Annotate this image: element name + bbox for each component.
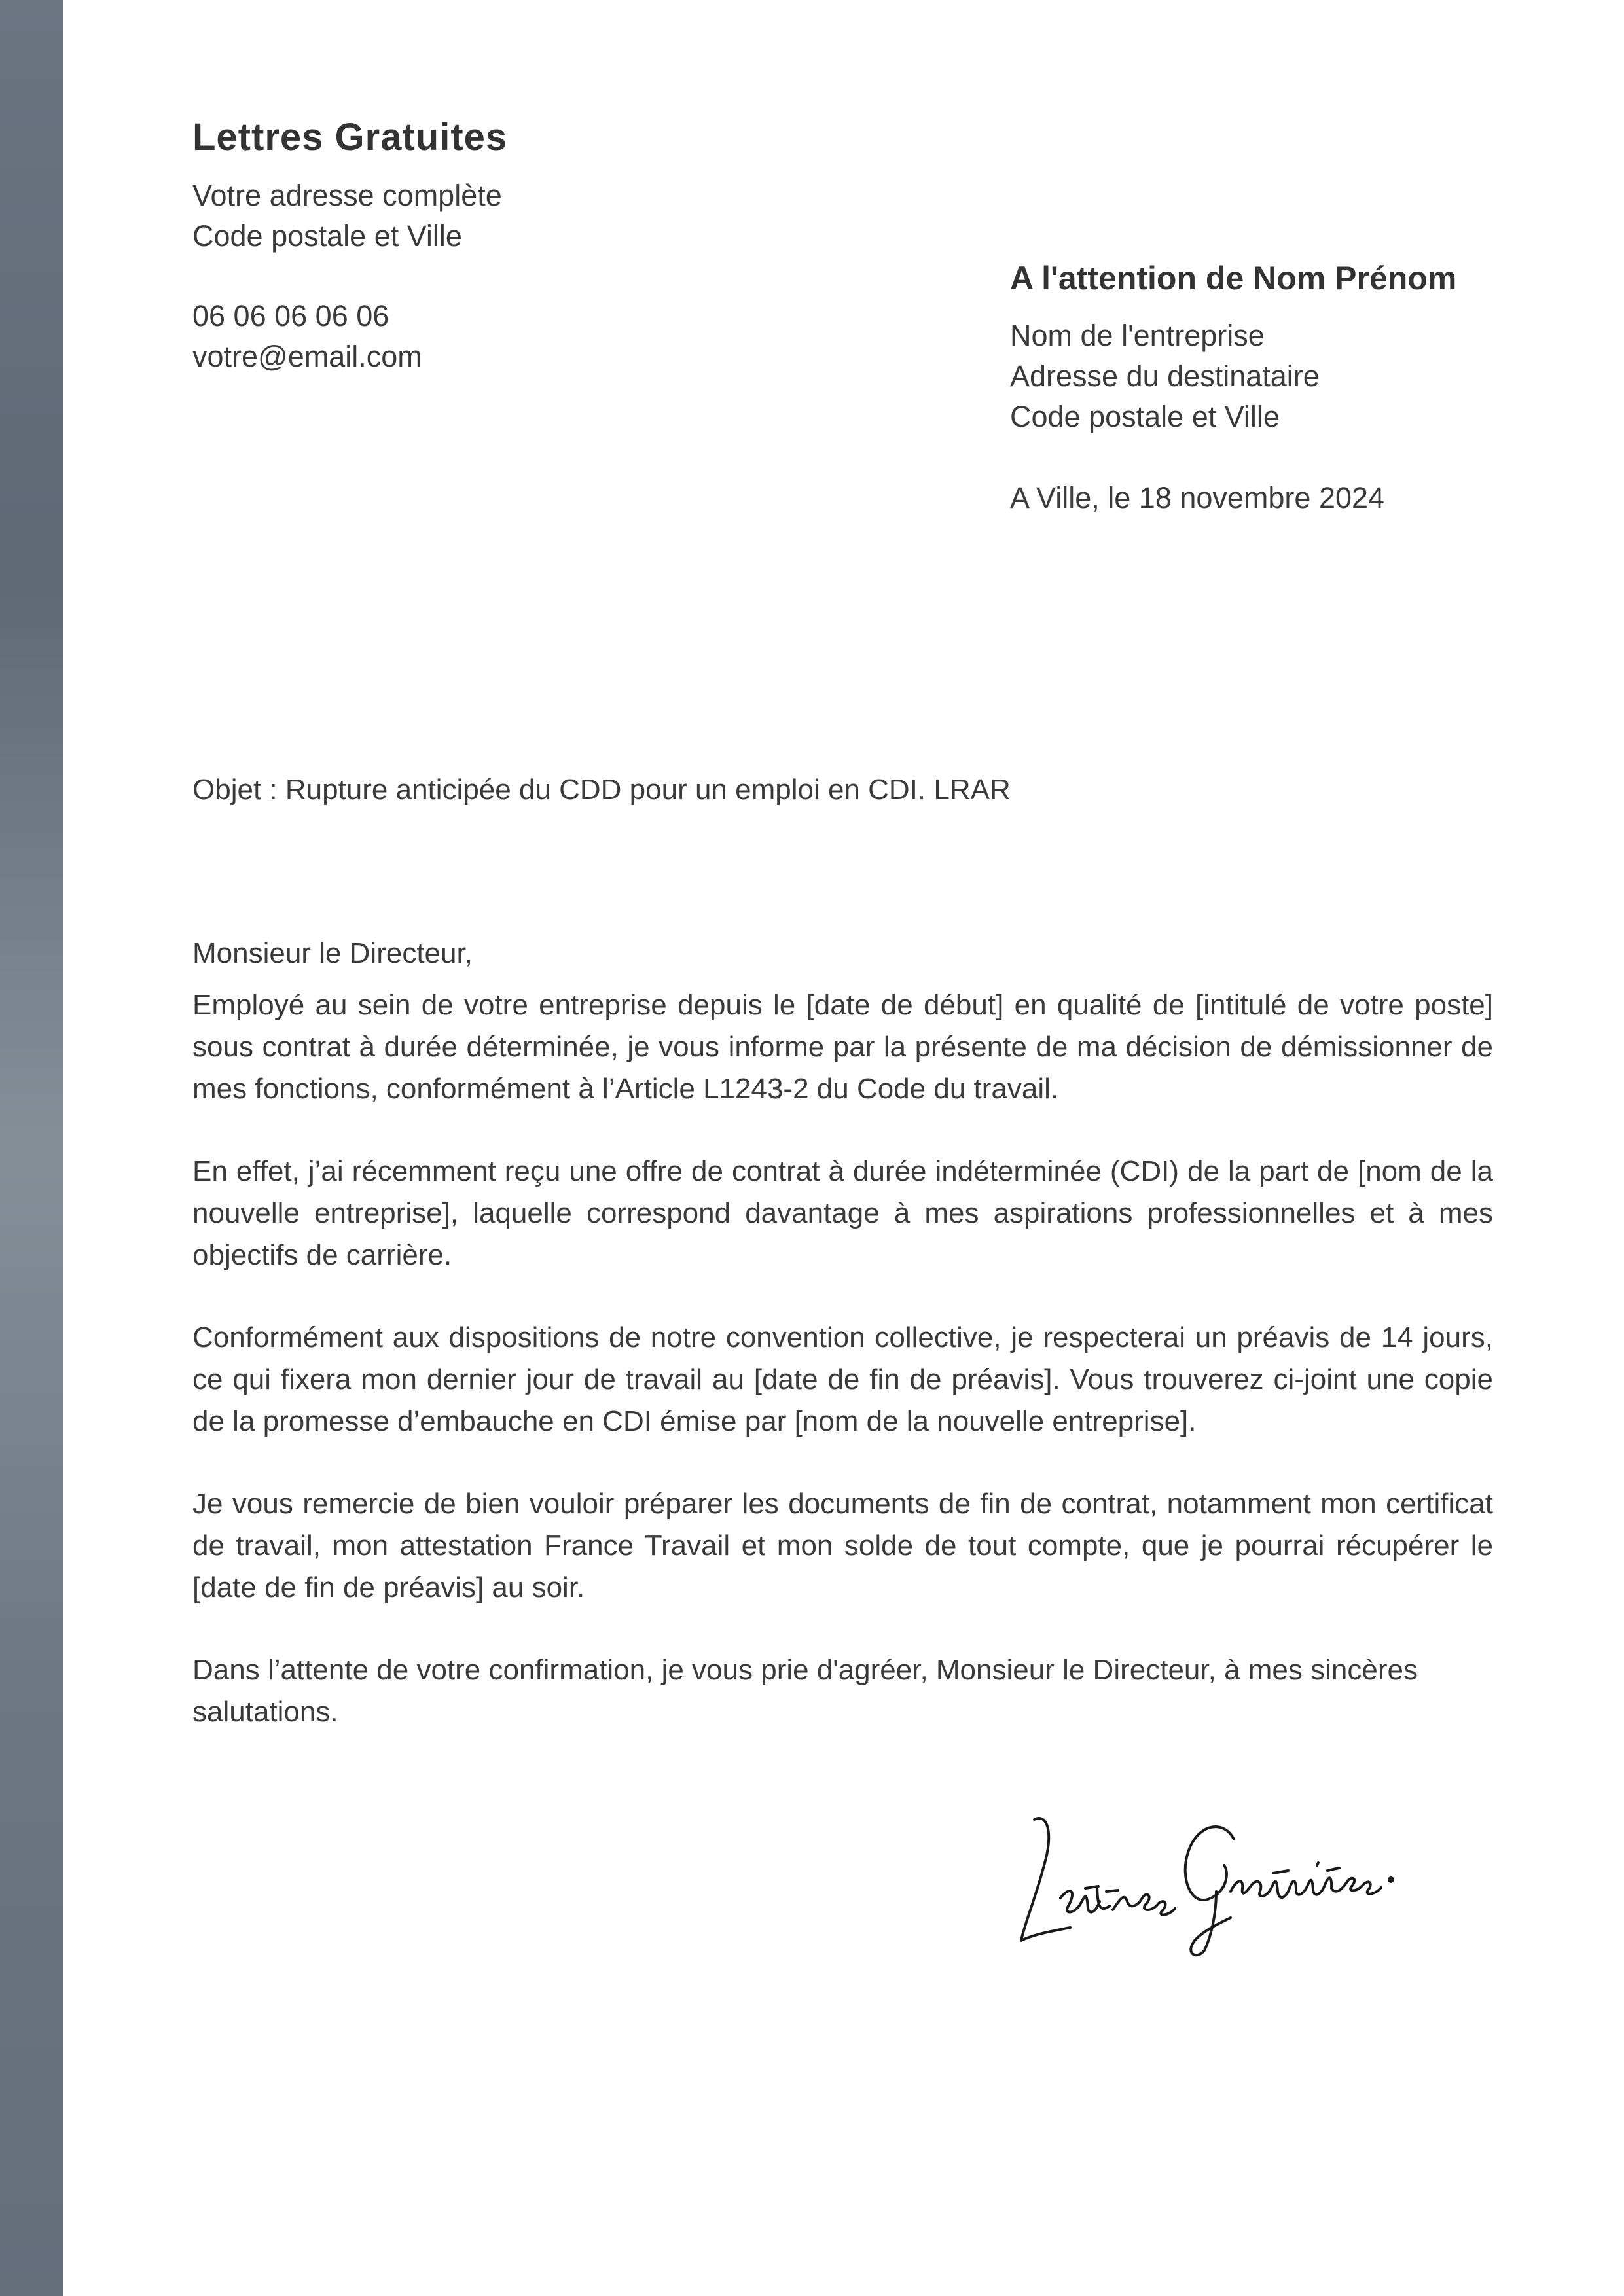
- recipient-block: [1010, 255, 1599, 518]
- letter-salutation: Monsieur le Directeur,: [192, 937, 473, 969]
- recipient-company: Nom de l'entreprise: [1010, 319, 1265, 352]
- body-paragraph: En effet, j’ai récemment reçu une offre de contrat à durée indéterminée (CDI) de la part de [nom de la nouvelle entreprise], laquelle correspond davantage à mes aspirations professionnelles et à mes objectifs de carrière.: [192, 1155, 1493, 1271]
- letter-date: A Ville, le 18 novembre 2024: [1010, 481, 1385, 514]
- sender-block: [192, 111, 782, 377]
- body-paragraph: Employé au sein de votre entreprise depuis le [date de début] en qualité de [intitulé de votre poste] sous contrat à durée déterminée, je vous informe par la présente de ma décision de démissionner de mes fonctions, conformément à l’Article L1243-2 du Code du travail.: [192, 989, 1493, 1105]
- letter-body: [192, 984, 1493, 1774]
- sender-name: Lettres Gratuites: [192, 116, 508, 158]
- sender-email: votre@email.com: [192, 340, 422, 373]
- decorative-side-band: [0, 0, 63, 2296]
- sender-address: Votre adresse complète: [192, 179, 502, 212]
- sender-phone: 06 06 06 06 06: [192, 299, 389, 332]
- sender-city: Code postale et Ville: [192, 219, 462, 253]
- recipient-city: Code postale et Ville: [1010, 400, 1280, 433]
- recipient-title: A l'attention de Nom Prénom: [1010, 260, 1457, 296]
- body-paragraph: Conformément aux dispositions de notre convention collective, je respecterai un préavis de 14 jours, ce qui fixera mon dernier jour de travail au [date de fin de préavis]. Vous trouverez ci-joint une copie de la promesse d’embauche en CDI émise par [nom de la nouvelle entreprise].: [192, 1321, 1493, 1437]
- body-paragraph: Je vous remercie de bien vouloir préparer les documents de fin de contrat, notamment mon certificat de travail, mon attestation France Travail et mon solde de tout compte, que je pourrai récupérer le [date de fin de préavis] au soir.: [192, 1488, 1493, 1604]
- letter-subject: Objet : Rupture anticipée du CDD pour un emploi en CDI. LRAR: [192, 774, 1011, 806]
- body-paragraph: Dans l’attente de votre confirmation, je vous prie d'agréer, Monsieur le Directeur, à mes sincères salutations.: [192, 1654, 1418, 1728]
- handwritten-signature: [1008, 1793, 1401, 1964]
- recipient-address: Adresse du destinataire: [1010, 359, 1320, 393]
